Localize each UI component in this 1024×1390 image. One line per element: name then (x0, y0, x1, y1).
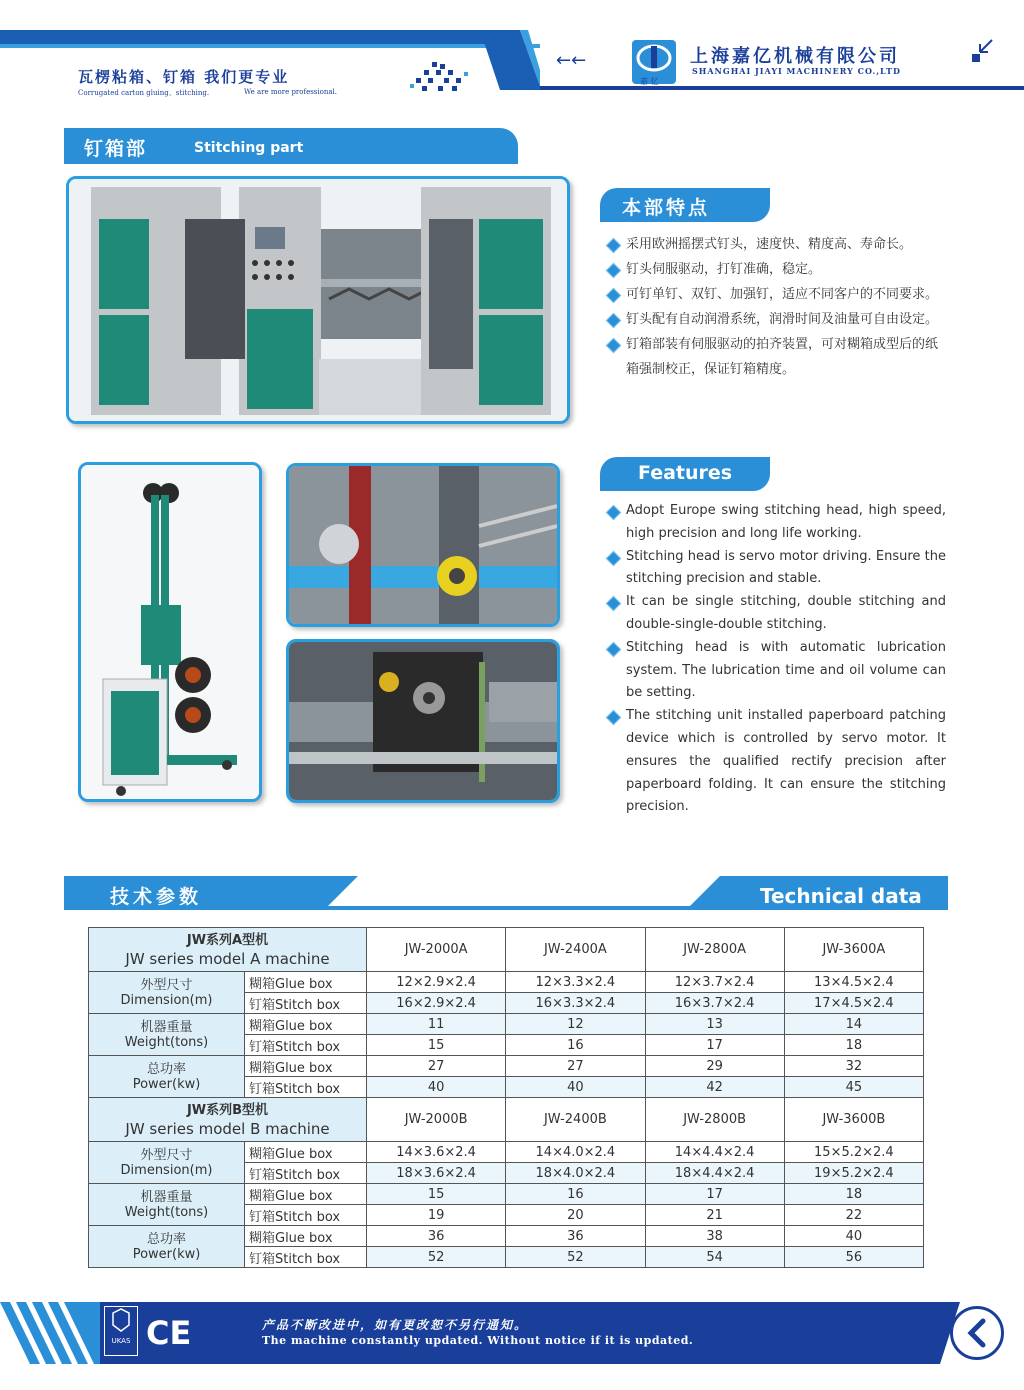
tech-header-left-slant (324, 876, 358, 910)
power-label (89, 1226, 245, 1268)
weight-label-en: Weight(tons) (124, 1204, 209, 1220)
model-cell: JW-2800A (645, 928, 784, 972)
table-cell: 19 (367, 1205, 506, 1226)
header-band (0, 30, 520, 44)
glue-box-label: 糊箱Glue box (245, 1056, 367, 1077)
table-row (89, 1098, 924, 1142)
footer-stripes (0, 1302, 100, 1364)
company-name-cn: 上海嘉亿机械有限公司 (690, 46, 900, 67)
feature-cn-item: 可钉单钉、双钉、加强钉，适应不同客户的不同要求。 (606, 282, 946, 307)
table-cell: 15 (367, 1035, 506, 1056)
dimension-label-cn: 外型尺寸 (140, 977, 193, 993)
feature-cn-item: 钉箱部装有伺服驱动的拍齐装置，可对糊箱成型后的纸箱强制校正，保证钉箱精度。 (606, 332, 946, 382)
weight-label-cn: 机器重量 (140, 1189, 193, 1205)
series-b-header (89, 1098, 367, 1142)
glue-box-label: 糊箱Glue box (245, 1226, 367, 1247)
stitch-box-label: 钉箱Stitch box (245, 1205, 367, 1226)
table-cell: 45 (784, 1077, 923, 1098)
glue-box-label: 糊箱Glue box (245, 1142, 367, 1163)
table-cell: 16×3.3×2.4 (506, 993, 645, 1014)
model-cell: JW-2000A (367, 928, 506, 972)
table-cell: 11 (367, 1014, 506, 1035)
table-row (89, 1056, 924, 1077)
ukas-certification-icon (104, 1306, 138, 1356)
weight-label (89, 1184, 245, 1226)
table-cell: 14 (784, 1014, 923, 1035)
table-row (89, 1014, 924, 1035)
series-b-name-cn: JW系列B型机 (186, 1102, 269, 1118)
table-row (89, 1184, 924, 1205)
feature-cn-item: 钉头配有自动润滑系统，润滑时间及油量可自由设定。 (606, 307, 946, 332)
table-row (89, 1142, 924, 1163)
table-cell: 29 (645, 1056, 784, 1077)
power-label-cn: 总功率 (146, 1231, 186, 1247)
table-cell: 19×5.2×2.4 (784, 1163, 923, 1184)
dimension-label-en: Dimension(m) (120, 992, 213, 1008)
table-cell: 16×2.9×2.4 (367, 993, 506, 1014)
table-cell: 13 (645, 1014, 784, 1035)
stitch-box-label: 钉箱Stitch box (245, 1163, 367, 1184)
table-cell: 21 (645, 1205, 784, 1226)
glue-box-label: 糊箱Glue box (245, 1014, 367, 1035)
model-cell: JW-2400A (506, 928, 645, 972)
weight-label (89, 1014, 245, 1056)
table-cell: 20 (506, 1205, 645, 1226)
back-arrow-icon (950, 1306, 1004, 1360)
section-title-cn: 钉箱部 (84, 138, 148, 160)
weight-label-cn: 机器重量 (140, 1019, 193, 1035)
slogan-en-2: We are more professional. (244, 88, 338, 96)
glue-box-label: 糊箱Glue box (245, 972, 367, 993)
series-a-header (89, 928, 367, 972)
stitch-box-label: 钉箱Stitch box (245, 1247, 367, 1268)
dimension-label (89, 972, 245, 1014)
footer-notice-cn: 产品不断改进中，如有更改恕不另行通知。 (262, 1318, 529, 1332)
glue-box-label: 糊箱Glue box (245, 1184, 367, 1205)
machine-photo-main (66, 176, 570, 424)
table-cell: 36 (506, 1226, 645, 1247)
table-cell: 16 (506, 1035, 645, 1056)
power-label-en: Power(kw) (132, 1246, 201, 1262)
table-cell: 27 (506, 1056, 645, 1077)
model-cell: JW-2000B (367, 1098, 506, 1142)
table-cell: 36 (367, 1226, 506, 1247)
features-en-list (606, 500, 946, 819)
table-cell: 42 (645, 1077, 784, 1098)
table-row (89, 928, 924, 972)
model-cell: JW-2400B (506, 1098, 645, 1142)
table-cell: 15×5.2×2.4 (784, 1142, 923, 1163)
table-cell: 16×3.7×2.4 (645, 993, 784, 1014)
dimension-label (89, 1142, 245, 1184)
arrow-left-icon: ←← (556, 50, 587, 71)
weight-label-en: Weight(tons) (124, 1034, 209, 1050)
table-cell: 52 (506, 1247, 645, 1268)
feature-en-item: Stitching head is servo motor driving. Ensure the stitching precision and stable. (606, 546, 946, 592)
table-cell: 18×4.0×2.4 (506, 1163, 645, 1184)
table-cell: 18 (784, 1035, 923, 1056)
footer-notice-en: The machine constantly updated. Without notice if it is updated. (262, 1334, 694, 1347)
ukas-label: UKAS (111, 1337, 131, 1345)
table-cell: 12×3.3×2.4 (506, 972, 645, 993)
feature-en-item: The stitching unit installed paperboard patching device which is controlled by servo motor. It ensures the qualified rectify precision after paperboard folding. It can ensure the stitching precision. (606, 705, 946, 819)
feature-en-item: Stitching head is with automatic lubrication system. The lubrication time and oil volume can be setting. (606, 637, 946, 705)
table-cell: 54 (645, 1247, 784, 1268)
tech-header-right-slant (686, 876, 720, 910)
stitching-head-photo (286, 639, 560, 803)
features-cn-tab: 本部特点 (600, 188, 770, 222)
feature-cn-item: 钉头伺服驱动，打钉准确，稳定。 (606, 257, 946, 282)
slogan-en-1: Corrugated carton gluing、stitching. (78, 89, 210, 97)
table-cell: 18 (784, 1184, 923, 1205)
feature-en-item: It can be single stitching, double stitching and double-single-double stitching. (606, 591, 946, 637)
table-cell: 27 (367, 1056, 506, 1077)
slogan-cn: 瓦楞粘箱、钉箱 我们更专业 (78, 68, 290, 86)
wire-feeder-photo (78, 462, 262, 802)
table-cell: 12×3.7×2.4 (645, 972, 784, 993)
dot-pattern-icon (410, 62, 470, 96)
model-cell: JW-3600A (784, 928, 923, 972)
header-band-slant (480, 30, 540, 90)
feature-cn-item: 采用欧洲摇摆式钉头，速度快、精度高、寿命长。 (606, 232, 946, 257)
header-underline (500, 86, 1024, 90)
table-cell: 32 (784, 1056, 923, 1077)
ce-mark-icon: CE (146, 1314, 192, 1352)
dimension-label-en: Dimension(m) (120, 1162, 213, 1178)
power-label (89, 1056, 245, 1098)
model-cell: JW-3600B (784, 1098, 923, 1142)
dimension-label-cn: 外型尺寸 (140, 1147, 193, 1163)
series-a-name-en: JW series model A machine (125, 949, 330, 968)
belt-roller-photo (286, 463, 560, 627)
table-cell: 18×3.6×2.4 (367, 1163, 506, 1184)
table-cell: 56 (784, 1247, 923, 1268)
table-cell: 13×4.5×2.4 (784, 972, 923, 993)
power-label-cn: 总功率 (146, 1061, 186, 1077)
feature-en-item: Adopt Europe swing stitching head, high speed, high precision and long life working. (606, 500, 946, 546)
tech-title-en: Technical data (760, 884, 922, 908)
table-cell: 40 (367, 1077, 506, 1098)
table-cell: 22 (784, 1205, 923, 1226)
table-cell: 12 (506, 1014, 645, 1035)
series-a-name-cn: JW系列A型机 (186, 932, 269, 948)
table-cell: 52 (367, 1247, 506, 1268)
table-cell: 12×2.9×2.4 (367, 972, 506, 993)
table-cell: 17 (645, 1184, 784, 1205)
table-row (89, 1226, 924, 1247)
table-cell: 17×4.5×2.4 (784, 993, 923, 1014)
table-cell: 14×4.0×2.4 (506, 1142, 645, 1163)
table-cell: 18×4.4×2.4 (645, 1163, 784, 1184)
power-label-en: Power(kw) (132, 1076, 201, 1092)
stitch-box-label: 钉箱Stitch box (245, 993, 367, 1014)
model-cell: JW-2800B (645, 1098, 784, 1142)
section-title-en: Stitching part (194, 140, 304, 156)
table-row (89, 972, 924, 993)
stitch-box-label: 钉箱Stitch box (245, 1035, 367, 1056)
table-cell: 17 (645, 1035, 784, 1056)
logo-subtext: 嘉 亿 (640, 77, 659, 86)
table-cell: 40 (506, 1077, 645, 1098)
header-band-accent (0, 44, 540, 48)
features-cn-list (606, 232, 946, 382)
tech-title-cn: 技术参数 (110, 886, 203, 908)
stitch-box-label: 钉箱Stitch box (245, 1077, 367, 1098)
table-cell: 16 (506, 1184, 645, 1205)
company-name-en: SHANGHAI JIAYI MACHINERY CO.,LTD (692, 66, 901, 76)
features-en-tab: Features (600, 457, 770, 491)
table-cell: 14×3.6×2.4 (367, 1142, 506, 1163)
spec-table (88, 927, 924, 1268)
table-cell: 15 (367, 1184, 506, 1205)
table-cell: 40 (784, 1226, 923, 1247)
table-cell: 38 (645, 1226, 784, 1247)
table-cell: 14×4.4×2.4 (645, 1142, 784, 1163)
series-b-name-en: JW series model B machine (125, 1119, 330, 1138)
corner-arrow-icon (972, 38, 994, 64)
